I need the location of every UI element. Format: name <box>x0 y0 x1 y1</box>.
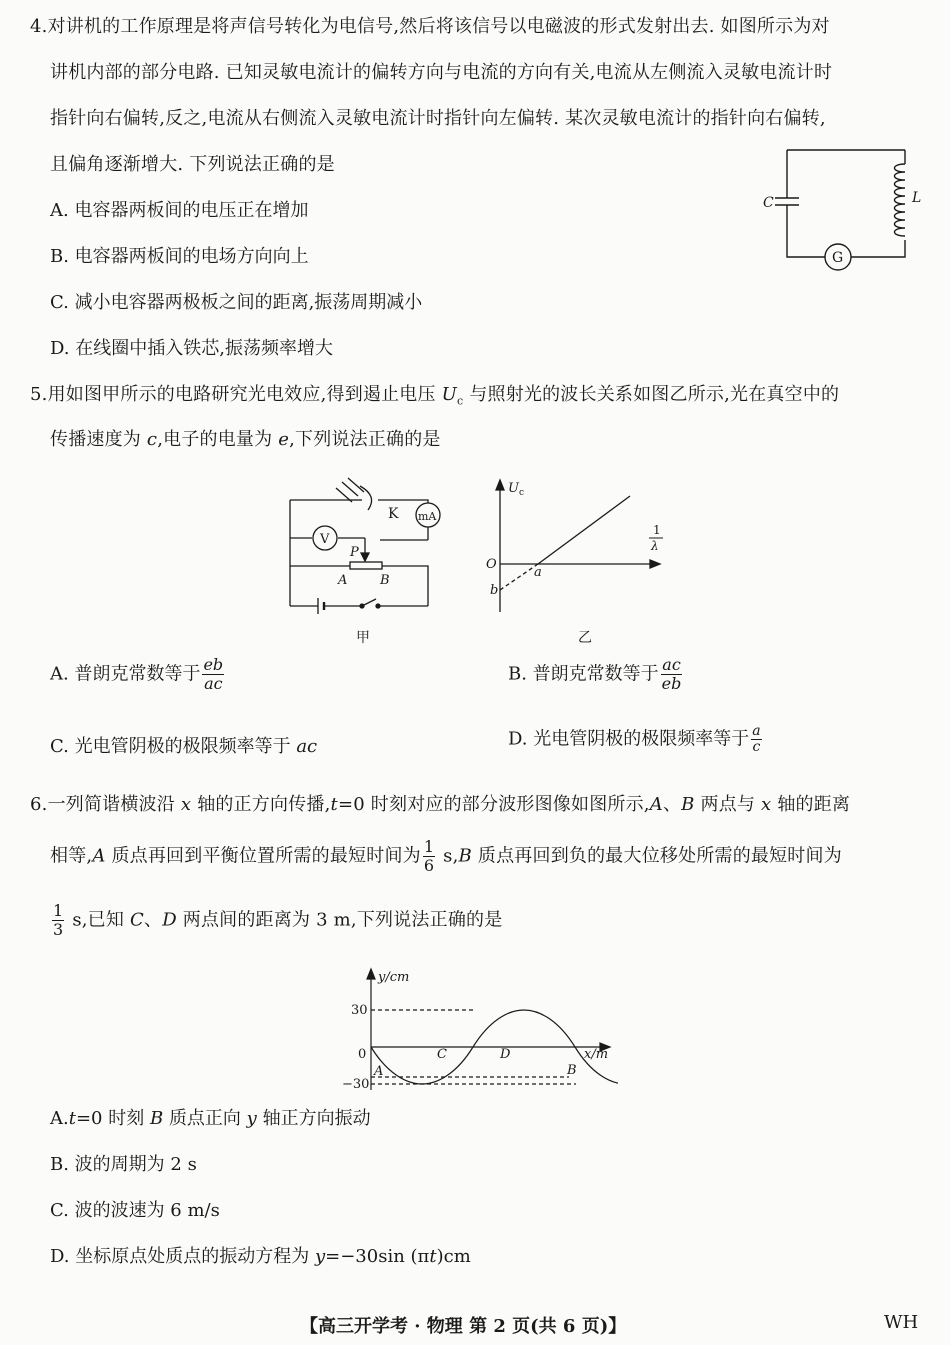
q4-fig-label-c: C <box>763 195 774 211</box>
q4-line-4: 且偏角逐渐增大. 下列说法正确的是 <box>50 154 335 175</box>
q6-line-3: $\frac{1}{3}$ s,已知 C、D 两点间的距离为 3 m,下列说法正确的是 <box>53 901 503 939</box>
q5-line-2: 传播速度为 c,电子的电量为 e,下列说法正确的是 <box>50 429 441 450</box>
q5-graph-x-numerator: 1 <box>653 523 661 537</box>
q5-fig-caption-yi: 乙 <box>578 630 592 646</box>
q5-fig-label-p: P <box>350 545 359 560</box>
q5-fig-caption-jia: 甲 <box>356 630 370 646</box>
q5-graph-label-a: a <box>534 565 542 580</box>
q4-option-c: C. 减小电容器两极板之间的距离,振荡周期减小 <box>50 292 423 313</box>
q6-graph-point-b: B <box>567 1063 577 1078</box>
q5-fig-label-v: V <box>320 532 330 547</box>
q4-line-1: 4.对讲机的工作原理是将声信号转化为电信号,然后将该信号以电磁波的形式发射出去. 如图所示为对 <box>30 16 830 37</box>
q6-option-b: B. 波的周期为 2 s <box>50 1154 197 1175</box>
q5-fig-label-b: B <box>380 573 390 588</box>
q6-graph-y-neg30: −30 <box>342 1077 370 1092</box>
q6-line-1: 6.一列简谐横波沿 x 轴的正方向传播,t=0 时刻对应的部分波形图像如图所示,A、B 两点与 x 轴的距离 <box>30 794 851 815</box>
q4-option-a: A. 电容器两板间的电压正在增加 <box>50 200 309 221</box>
q4-fig-label-l: L <box>912 190 922 206</box>
q5-graph-label-o: O <box>486 557 497 572</box>
q4-option-d: D. 在线圈中插入铁芯,振荡频率增大 <box>50 338 333 359</box>
q5-option-b: B. 普朗克常数等于 $\frac{ac}{eb}$ <box>508 655 682 693</box>
q5-graph-x-denominator: λ <box>651 539 659 553</box>
q6-option-a: A.t=0 时刻 B 质点正向 y 轴正方向振动 <box>50 1108 371 1129</box>
q6-graph-ylabel: y/cm <box>378 970 410 985</box>
q5-stopping-voltage-graph <box>480 472 670 652</box>
q4-lc-circuit-figure <box>755 140 925 275</box>
q4-option-b: B. 电容器两板间的电场方向向上 <box>50 246 309 267</box>
q6-graph-y-30: 30 <box>351 1003 368 1018</box>
q5-option-c: C. 光电管阴极的极限频率等于 ac <box>50 736 318 757</box>
q5-fig-label-k: K <box>388 506 399 522</box>
q5-option-d: D. 光电管阴极的极限频率等于 $\frac{a}{c}$ <box>508 723 761 755</box>
q6-graph-y-0: 0 <box>358 1047 367 1062</box>
q6-graph-point-a: A <box>374 1064 384 1079</box>
q6-line-2: 相等,A 质点再回到平衡位置所需的最短时间为 $\frac{1}{6}$ s,B 质点再回到负的最大位移处所需的最短时间为 <box>50 837 842 875</box>
q6-option-c: C. 波的波速为 6 m/s <box>50 1200 220 1221</box>
page-footer: 【高三开学考 · 物理 第 2 页(共 6 页)】 <box>300 1316 627 1337</box>
q6-graph-xlabel: x/m <box>584 1047 609 1062</box>
q4-line-3: 指针向右偏转,反之,电流从右侧流入灵敏电流计时指针向左偏转. 某次灵敏电流计的指针向右偏转, <box>50 108 826 129</box>
q6-option-d: D. 坐标原点处质点的振动方程为 y=−30sin (πt)cm <box>50 1246 471 1267</box>
q4-fig-label-g: G <box>832 250 844 266</box>
q5-option-a: A. 普朗克常数等于 $\frac{eb}{ac}$ <box>50 655 224 693</box>
q6-graph-point-d: D <box>500 1047 511 1062</box>
q5-fig-label-ma: mA <box>418 510 437 523</box>
q5-line-1: 5.用如图甲所示的电路研究光电效应,得到遏止电压 $U_c$ 与照射光的波长关系如图乙所示,光在真空中的 <box>30 384 840 408</box>
page-footer-code: WH <box>884 1312 919 1333</box>
q4-line-2: 讲机内部的部分电路. 已知灵敏电流计的偏转方向与电流的方向有关,电流从左侧流入灵敏电流计时 <box>50 62 833 83</box>
q6-wave-graph <box>338 965 618 1095</box>
q5-graph-label-uc: $U_c$ <box>508 481 525 498</box>
q6-graph-point-c: C <box>437 1047 447 1062</box>
q5-photoelectric-circuit-figure <box>280 470 455 650</box>
q5-graph-label-b: b <box>490 583 499 598</box>
q5-fig-label-a: A <box>338 573 348 588</box>
